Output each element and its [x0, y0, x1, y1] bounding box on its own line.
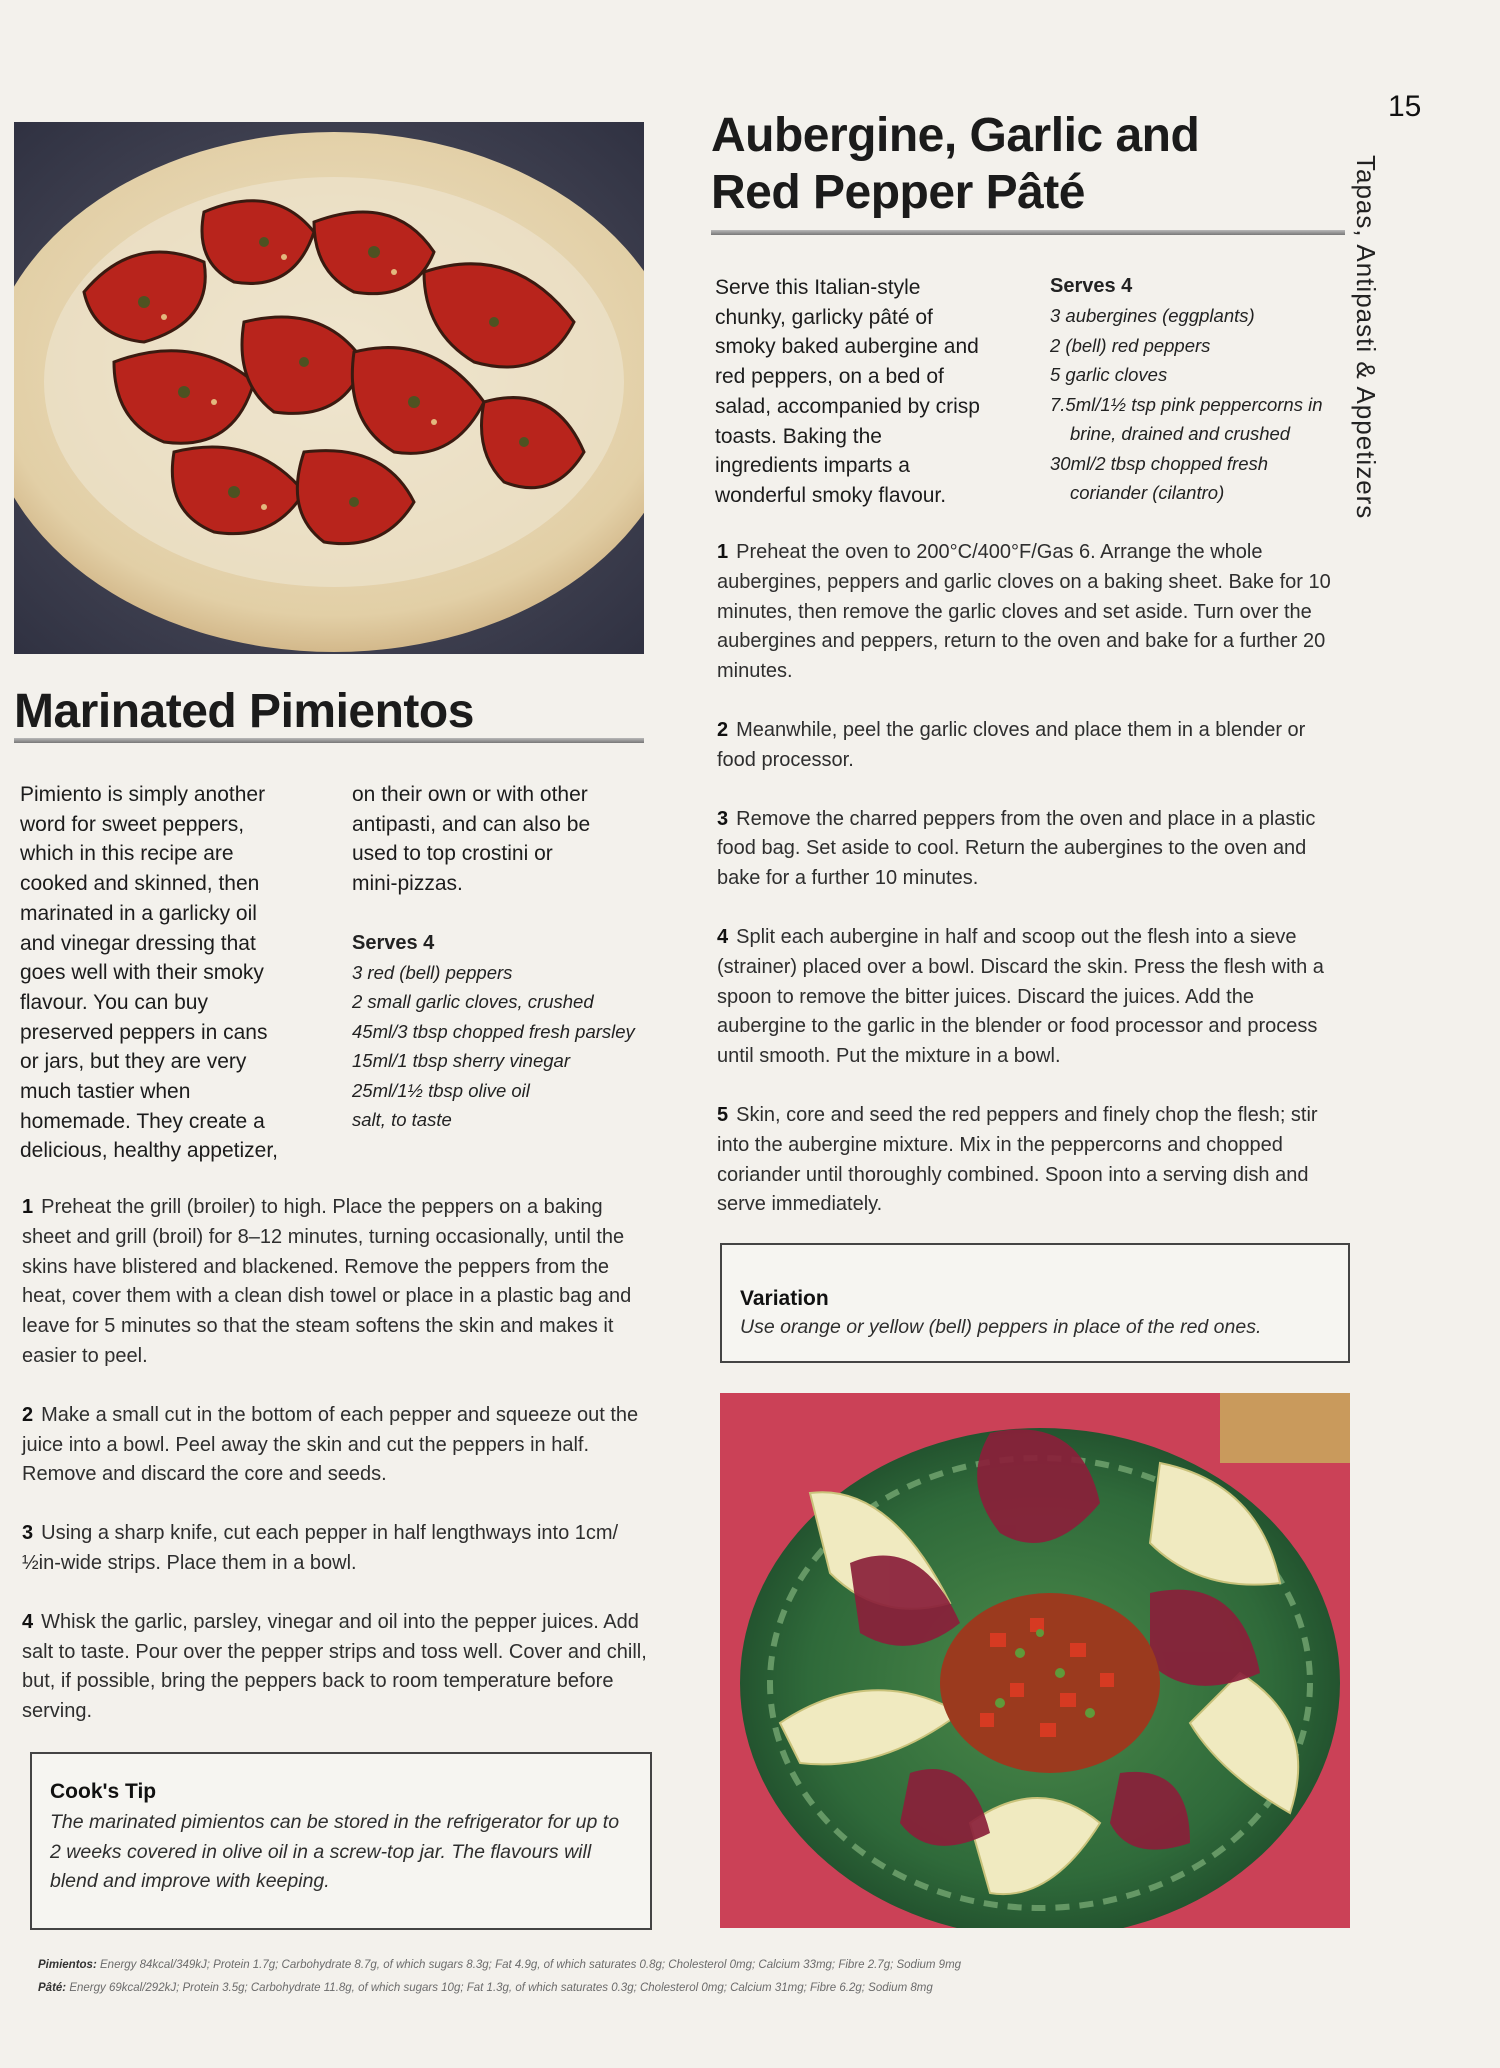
- method-step: [22, 1401, 647, 1490]
- pimientos-title-rule: [14, 738, 644, 743]
- variation-text: Use orange or yellow (bell) peppers in place of the red ones.: [740, 1316, 1262, 1338]
- variation-title: Variation: [740, 1287, 829, 1310]
- method-step: [717, 923, 1342, 1072]
- method-step: [717, 1101, 1342, 1220]
- step-text: Preheat the oven to 200°C/400°F/Gas 6. Arrange the whole aubergines, peppers and garlic cloves on a baking sheet. Bake for 10 minutes, then remove the garlic cloves and set aside. Turn over the aubergines and peppers, return to the oven and bake for a further 20 minutes.: [717, 541, 1331, 683]
- step-number: 3: [22, 1522, 34, 1545]
- pate-title-line1: Aubergine, Garlic and: [711, 109, 1200, 162]
- pimientos-intro-col2-block: [352, 780, 652, 1135]
- method-step: [22, 1608, 647, 1727]
- step-number: 5: [717, 1103, 729, 1126]
- pate-salad-image: [720, 1393, 1350, 1928]
- nutrition-text: Energy 84kcal/349kJ; Protein 1.7g; Carbohydrate 8.7g, of which sugars 8.3g; Fat 4.9g, of which saturates 0.8g; Cholesterol 0mg; Calcium 33mg; Fibre 2.7g; Sodium 9mg: [100, 1959, 962, 1971]
- step-text: Meanwhile, peel the garlic cloves and place them in a blender or food processor.: [717, 718, 1306, 771]
- nutrition-label: Pâté:: [38, 1982, 67, 1994]
- pate-title: [711, 108, 1199, 221]
- ingredient-item: 7.5ml/1½ tsp pink peppercorns in brine, drained and crushed: [1050, 393, 1323, 444]
- pate-photo: [720, 1393, 1350, 1928]
- pimientos-title: Marinated Pimientos: [14, 685, 474, 738]
- step-text: Whisk the garlic, parsley, vinegar and oil into the pepper juices. Add salt to taste. Pour over the pepper strips and toss well. Cover and chill, but, if possible, bring the peppers back to room temperature before serving.: [22, 1610, 647, 1723]
- nutrition-pimientos: [38, 1959, 961, 1971]
- pimientos-intro-col2: on their own or with other antipasti, and can also be used to top crostini or mini-pizzas.: [352, 783, 591, 896]
- step-number: 1: [22, 1196, 34, 1218]
- section-title: Tapas, Antipasti & Appetizers: [1351, 155, 1381, 520]
- method-step: [22, 1519, 647, 1579]
- ingredient-item: 30ml/2 tbsp chopped fresh coriander (cilantro): [1050, 452, 1269, 503]
- pimientos-intro-col1: Pimiento is simply another word for sweet peppers, which in this recipe are cooked and skinned, then marinated in a garlicky oil and vinegar dressing that goes well with their smoky flavour. You can buy preserved peppers in cans or jars, but they are very much tastier when homemade. They create a delicious, healthy appetizer,: [20, 783, 278, 1163]
- cooks-tip-text: The marinated pimientos can be stored in the refrigerator for up to 2 weeks covered in olive oil in a screw-top jar. The flavours will blend and improve with keeping.: [50, 1811, 620, 1892]
- method-step: [717, 716, 1342, 776]
- pimientos-plate-image: [14, 122, 644, 654]
- method-step: [22, 1193, 647, 1372]
- variation-box: [720, 1243, 1350, 1363]
- ingredient-item: 2 (bell) red peppers: [1050, 334, 1211, 356]
- ingredient-item: 5 garlic cloves: [1050, 364, 1168, 385]
- pate-title-rule: [711, 230, 1345, 235]
- step-text: Skin, core and seed the red peppers and finely chop the flesh; stir into the aubergine mixture. Mix in the peppercorns and chopped coriander until thoroughly combined. Spoon into a serving dish and serve immediately.: [717, 1103, 1318, 1216]
- page-number: 15: [1388, 90, 1422, 123]
- pimientos-method: [22, 1193, 647, 1756]
- step-number: 3: [717, 807, 729, 830]
- pate-ingredients: [1050, 272, 1350, 508]
- pimientos-photo: [14, 122, 644, 654]
- ingredient-item: 2 small garlic cloves, crushed: [352, 991, 594, 1013]
- method-step: [717, 538, 1342, 687]
- step-number: 2: [22, 1403, 34, 1426]
- step-text: Split each aubergine in half and scoop out the flesh into a sieve (strainer) placed over a bowl. Discard the skin. Press the flesh with a spoon to remove the bitter juices. Discard the juices. Add the aubergine to the garlic in the blender or food processor and process until smooth. Put the mixture in a bowl.: [717, 925, 1324, 1068]
- step-number: 4: [717, 925, 729, 948]
- pimientos-serves: Serves 4: [352, 931, 435, 954]
- section-running-head: [1350, 155, 1381, 519]
- step-text: Preheat the grill (broiler) to high. Place the peppers on a baking sheet and grill (broil) for 8–12 minutes, turning occasionally, until the skins have blistered and blackened. Remove the peppers from the heat, cover them with a clean dish towel or place in a plastic bag and leave for 5 minutes so that the steam softens the skin and makes it easier to peel.: [22, 1196, 632, 1367]
- ingredient-item: 15ml/1 tbsp sherry vinegar: [352, 1050, 570, 1072]
- pate-method: [717, 538, 1342, 1249]
- ingredient-item: 3 aubergines (eggplants): [1050, 305, 1255, 326]
- nutrition-label: Pimientos:: [38, 1959, 97, 1971]
- nutrition-pate: [38, 1982, 933, 1994]
- nutrition-text: Energy 69kcal/292kJ; Protein 3.5g; Carbohydrate 11.8g, of which sugars 10g; Fat 1.3g, of which saturates 0.3g; Cholesterol 0mg; Calcium 31mg; Fibre 6.2g; Sodium 8mg: [69, 1982, 933, 1994]
- ingredient-item: 3 red (bell) peppers: [352, 961, 513, 983]
- ingredient-item: 25ml/1½ tbsp olive oil: [352, 1079, 530, 1101]
- pate-title-line2: Red Pepper Pâté: [711, 165, 1085, 219]
- ingredient-item: salt, to taste: [352, 1109, 452, 1131]
- step-number: 2: [717, 718, 729, 741]
- step-text: Using a sharp knife, cut each pepper in half lengthways into 1cm/½in-wide strips. Place them in a bowl.: [22, 1522, 619, 1574]
- step-number: 4: [22, 1610, 34, 1633]
- cooks-tip-title: Cook's Tip: [50, 1780, 157, 1803]
- step-text: Make a small cut in the bottom of each pepper and squeeze out the juice into a bowl. Peel away the skin and cut the peppers in half. Remove and discard the core and seeds.: [22, 1403, 639, 1486]
- ingredient-item: 45ml/3 tbsp chopped fresh parsley: [352, 1020, 635, 1042]
- method-step: [717, 805, 1342, 894]
- pate-intro: Serve this Italian-style chunky, garlicky pâté of smoky baked aubergine and red peppers, on a bed of salad, accompanied by crisp toasts. Baking the ingredients imparts a wonderful smoky flavour.: [715, 276, 980, 507]
- step-text: Remove the charred peppers from the oven and place in a plastic food bag. Set aside to cool. Return the aubergines to the oven and bake for a further 10 minutes.: [717, 807, 1316, 890]
- step-number: 1: [717, 541, 729, 563]
- cooks-tip-box: [30, 1752, 652, 1930]
- pimientos-ingredients: [352, 929, 652, 1135]
- pate-serves: Serves 4: [1050, 275, 1133, 297]
